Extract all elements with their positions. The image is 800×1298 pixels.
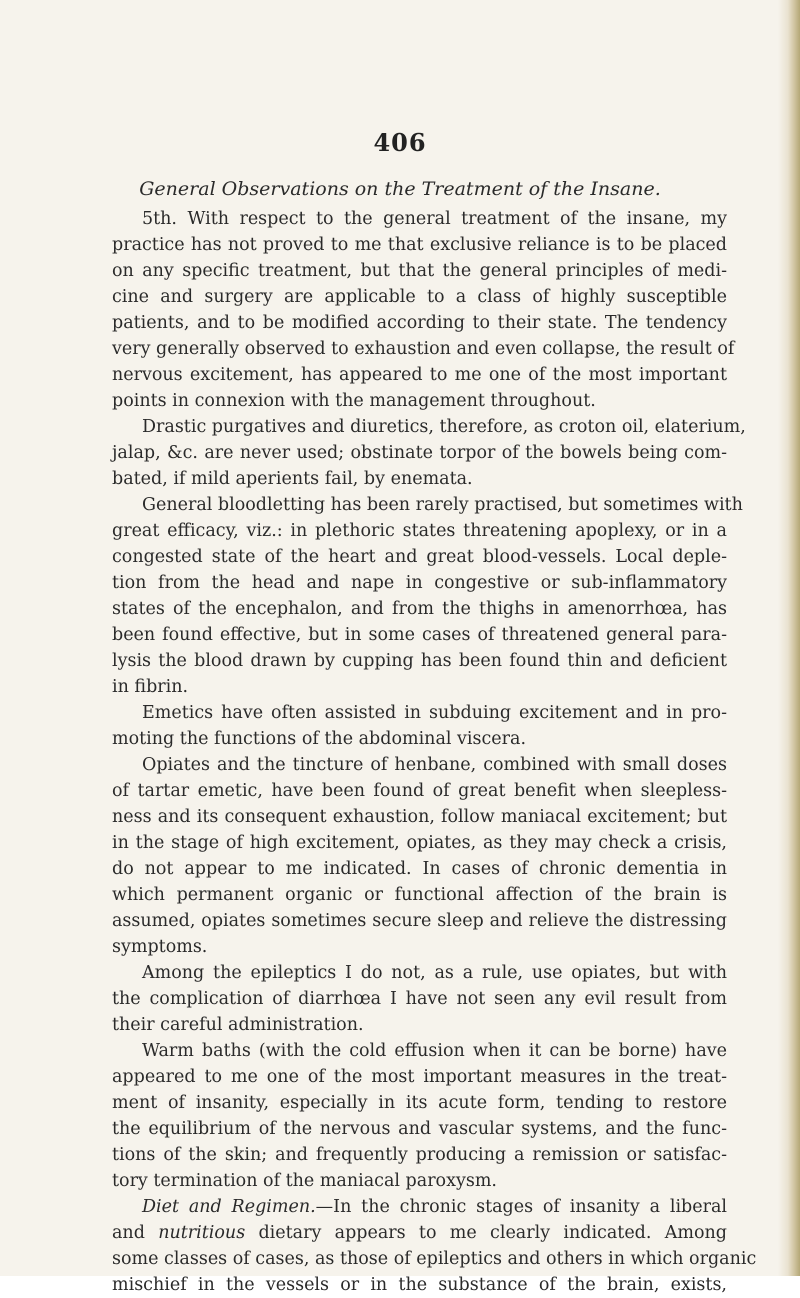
text-line	[112, 622, 727, 648]
italic-word: nutritious	[158, 1223, 246, 1243]
line-text: Drastic purgatives and diuretics, therefore, as croton oil, elaterium,	[142, 417, 746, 437]
page-number: 406	[373, 128, 427, 157]
body-text	[112, 206, 757, 1298]
line-text: been found effective, but in some cases of threatened general para-	[112, 625, 727, 645]
line-text: in the stage of high excitement, opiates, as they may check a crisis,	[112, 833, 727, 853]
line-text: in fibrin.	[112, 677, 189, 697]
text-line	[112, 1220, 727, 1246]
line-text: appeared to me one of the most important measures in the treat-	[112, 1067, 727, 1087]
text-line	[112, 570, 727, 596]
text-line	[112, 726, 727, 752]
line-text: General bloodletting has been rarely practised, but sometimes with	[142, 495, 743, 515]
text-line	[112, 648, 727, 674]
text-line	[112, 752, 727, 778]
running-title: General Observations on the Treatment of the Insane.	[139, 178, 661, 200]
line-text: 5th. With respect to the general treatment of the insane, my	[142, 209, 727, 229]
line-text: on any specific treatment, but that the general principles of medi-	[112, 261, 727, 281]
line-text: ment of insanity, especially in its acute form, tending to restore	[112, 1093, 727, 1113]
text-line	[112, 1168, 727, 1194]
text-line	[112, 362, 727, 388]
line-text: do not appear to me indicated. In cases of chronic dementia in	[112, 859, 727, 879]
line-text: the equilibrium of the nervous and vascular systems, and the func-	[112, 1119, 727, 1139]
line-text: Opiates and the tincture of henbane, combined with small doses	[142, 755, 727, 775]
text-line	[112, 830, 727, 856]
line-text: the complication of diarrhœa I have not seen any evil result from	[112, 989, 727, 1009]
line-text: nervous excitement, has appeared to me one of the most important	[112, 365, 727, 385]
text-line	[112, 596, 727, 622]
line-text: mischief in the vessels or in the substance of the brain, exists,	[112, 1275, 727, 1295]
line-text: assumed, opiates sometimes secure sleep and relieve the distressing	[112, 911, 727, 931]
line-text: points in connexion with the management throughout.	[112, 391, 596, 411]
text-line	[112, 518, 727, 544]
text-line	[112, 284, 727, 310]
text-line	[112, 1116, 727, 1142]
line-text: lysis the blood drawn by cupping has been found thin and deficient	[112, 651, 727, 671]
text-line	[112, 778, 727, 804]
text-line	[112, 414, 746, 440]
text-line	[112, 440, 727, 466]
text-line	[112, 908, 727, 934]
line-text: tion from the head and nape in congestive or sub-inflammatory	[112, 573, 727, 593]
text-line	[112, 1194, 727, 1220]
text-line	[112, 206, 727, 232]
line-text: —In the chronic stages of insanity a liberal	[315, 1197, 727, 1217]
line-text: congested state of the heart and great blood-vessels. Local deple-	[112, 547, 727, 567]
text-line	[112, 882, 727, 908]
line-text: which permanent organic or functional affection of the brain is	[112, 885, 727, 905]
text-line	[112, 986, 727, 1012]
text-line	[112, 232, 727, 258]
line-text: great efficacy, viz.: in plethoric states threatening apoplexy, or in a	[112, 521, 727, 541]
line-text: moting the functions of the abdominal viscera.	[112, 729, 527, 749]
line-text: symptoms.	[112, 937, 208, 957]
line-text: tions of the skin; and frequently producing a remission or satisfac-	[112, 1145, 727, 1165]
text-line	[112, 1246, 757, 1272]
text-line	[112, 544, 727, 570]
text-line	[112, 856, 727, 882]
line-text: tory termination of the maniacal paroxysm.	[112, 1171, 497, 1191]
line-text: cine and surgery are applicable to a class of highly susceptible	[112, 287, 727, 307]
text-line	[112, 1090, 727, 1116]
line-text: bated, if mild aperients fail, by enemata.	[112, 469, 473, 489]
text-line	[112, 388, 727, 414]
text-line	[112, 934, 727, 960]
text-line	[112, 700, 727, 726]
text-line	[112, 336, 735, 362]
line-text: practice has not proved to me that exclusive reliance is to be placed	[112, 235, 727, 255]
line-text: Emetics have often assisted in subduing excitement and in pro-	[142, 703, 727, 723]
line-text: some classes of cases, as those of epileptics and others in which organic	[112, 1249, 757, 1269]
line-text: dietary appears to me clearly indicated. Among	[245, 1223, 727, 1243]
text-line	[112, 310, 727, 336]
section-heading-italic: Diet and Regimen.	[142, 1197, 316, 1217]
line-text-pre: and	[112, 1223, 159, 1243]
line-text: jalap, &c. are never used; obstinate torpor of the bowels being com-	[112, 443, 727, 463]
text-line	[112, 960, 727, 986]
text-line	[112, 1142, 727, 1168]
line-text: their careful administration.	[112, 1015, 364, 1035]
text-line	[112, 1064, 727, 1090]
text-line	[112, 466, 727, 492]
line-text: Warm baths (with the cold effusion when it can be borne) have	[142, 1041, 727, 1061]
text-line	[112, 1012, 727, 1038]
line-text: ness and its consequent exhaustion, follow maniacal excitement; but	[112, 807, 727, 827]
text-line	[112, 492, 743, 518]
text-line	[112, 674, 727, 700]
text-line	[112, 1038, 727, 1064]
line-text: patients, and to be modified according to their state. The tendency	[112, 313, 727, 333]
line-text: Among the epileptics I do not, as a rule, use opiates, but with	[142, 963, 727, 983]
line-text: of tartar emetic, have been found of great benefit when sleepless-	[112, 781, 727, 801]
line-text: states of the encephalon, and from the thighs in amenorrhœa, has	[112, 599, 727, 619]
text-line	[112, 804, 727, 830]
text-line	[112, 258, 727, 284]
line-text: very generally observed to exhaustion and even collapse, the result of	[112, 339, 735, 359]
